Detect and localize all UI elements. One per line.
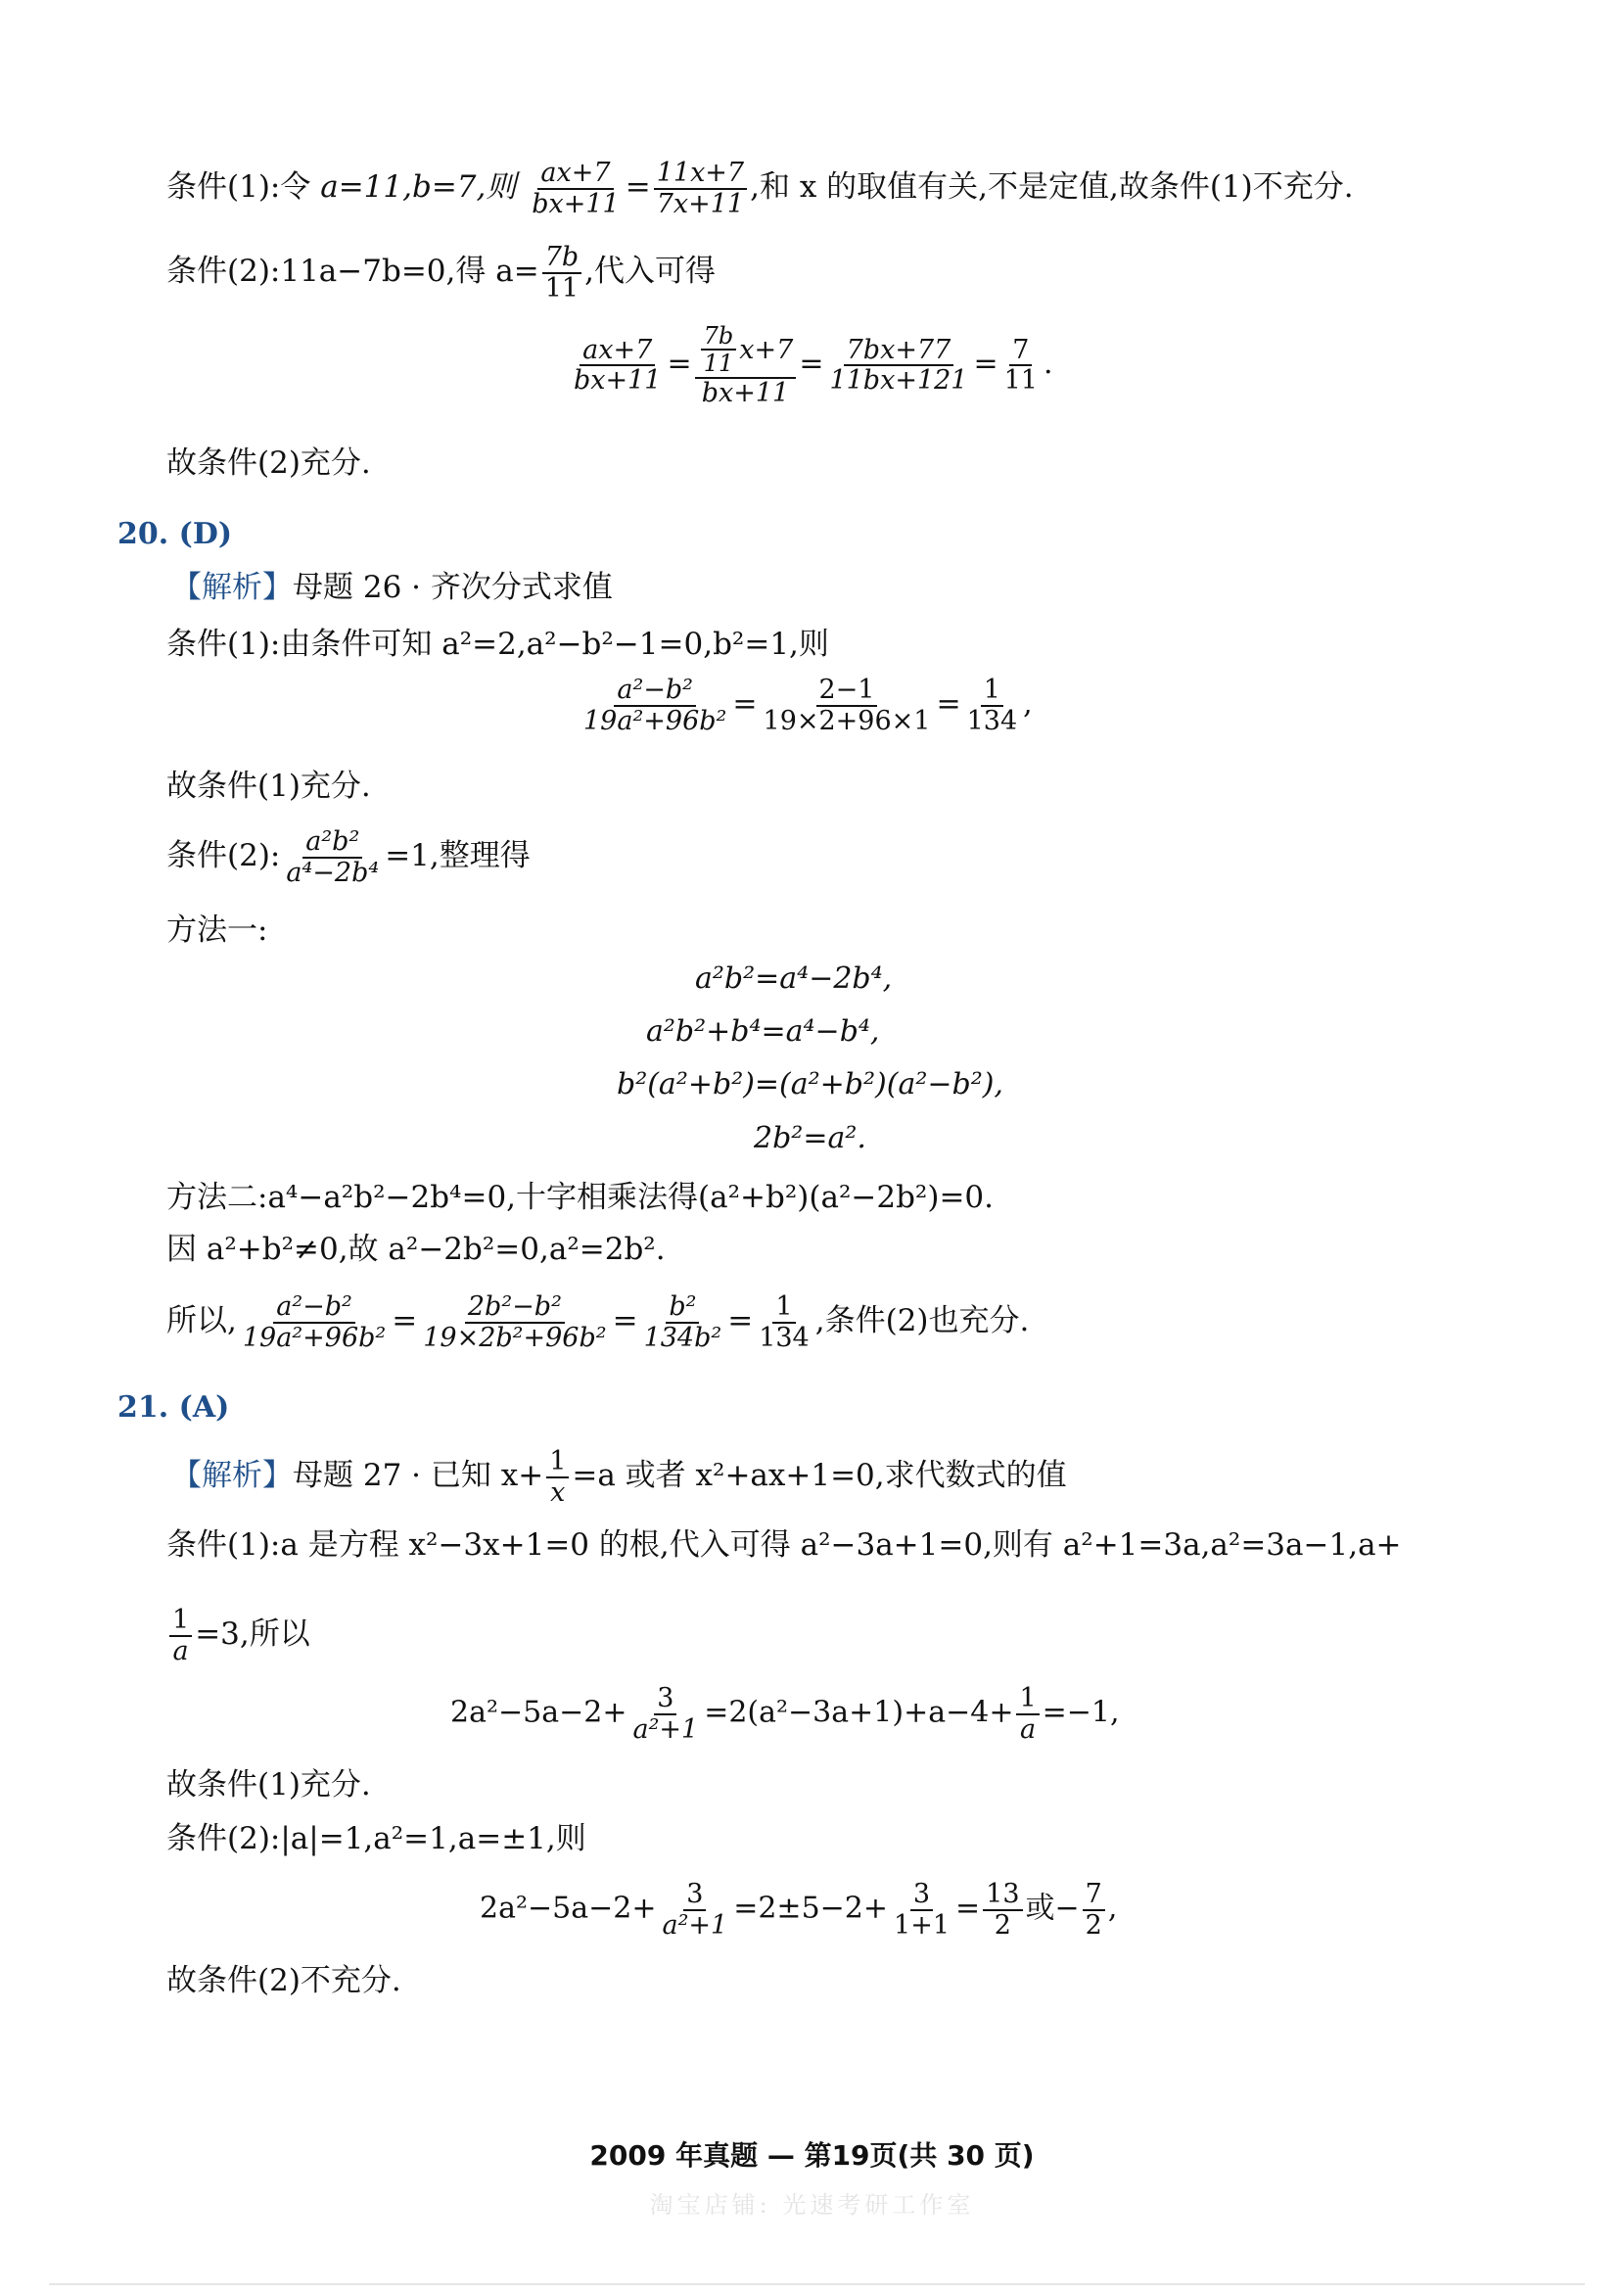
q21-condition1-conclusion: 故条件(1)充分.	[166, 1767, 371, 1802]
q21-equation2: 2a²−5a−2+ $\frac{3}{\text{a²+1}}$ =2±5−2+ $\frac{3}{1+1}$ = $\frac{13}{2}$ 或− $\frac{7}{2}$ ,	[480, 1879, 1118, 1941]
fraction: $\frac{ax+7}{bx+11}$	[532, 158, 620, 219]
condition2-line: 条件(2):11a−7b=0,得 a= $\frac{7b}{11}$ ,代入可得	[166, 242, 717, 304]
q20-method1: 方法一:	[166, 913, 268, 948]
q20-method2: 方法二:a⁴−a²b²−2b⁴=0,十字相乘法得(a²+b²)(a²−2b²)=0.	[166, 1180, 994, 1215]
page-footer: 2009 年真题 — 第19页(共 30 页)	[589, 2139, 1035, 2172]
condition1-line: 条件(1):令 a=11,b=7,则 $\frac{ax+7}{bx+11}$ = $\frac{11x+7}{7x+11}$ ,和 x 的取值有关,不是定值,故条件(1)不充分.	[166, 158, 1354, 219]
q20-condition1-conclusion: 故条件(1)充分.	[166, 769, 371, 804]
equation-centered: $\frac{ax+7}{bx+11}$ = $\frac{7b}{11}$ x+7 bx+11 = $\frac{7bx+77}{11bx+121}$ = $\frac{7}{11}$ .	[574, 322, 1053, 408]
watermark: 淘宝店铺: 光速考研工作室	[649, 2191, 975, 2219]
question-number-20: 20. (D)	[117, 517, 233, 551]
conclusion-line: 故条件(2)充分.	[166, 445, 371, 481]
q20-step3: b²(a²+b²)=(a²+b²)(a²−b²),	[617, 1067, 1003, 1101]
analysis-heading-21: 【解析】母题 27 · 已知 x+ $\frac{1}{x}$ =a 或者 x²+ax+1=0,求代数式的值	[171, 1446, 1067, 1508]
q21-condition1-b: $\frac{1}{a}$ =3,所以	[166, 1606, 310, 1665]
q20-conclusion: 所以, $\frac{\text{a²−b²}}{\text{19a²+96b²}}$ = $\frac{\text{2b²−b²}}{\text{19×2b²+96b²}}$ = $\frac{\text{b²}}{\text{134b²}}$ = $\frac{1}{134}$ ,条件(2)也充分.	[166, 1291, 1030, 1353]
bottom-divider	[49, 2283, 1585, 2285]
fraction: $\frac{11x+7}{7x+11}$	[654, 159, 747, 218]
q21-condition1: 条件(1):a 是方程 x²−3x+1=0 的根,代入可得 a²−3a+1=0,则有 a²+1=3a,a²=3a−1,a+	[166, 1527, 1402, 1563]
q20-method2-b: 因 a²+b²≠0,故 a²−2b²=0,a²=2b².	[166, 1232, 666, 1267]
q20-step4: 2b²=a².	[754, 1121, 866, 1155]
q21-condition2-conclusion: 故条件(2)不充分.	[166, 1963, 401, 1998]
fraction: $\frac{7b}{11}$	[542, 243, 581, 303]
question-number-21: 21. (A)	[117, 1390, 230, 1425]
q21-equation1: 2a²−5a−2+ $\frac{3}{\text{a²+1}}$ =2(a²−3a+1)+a−4+ $\frac{1}{a}$ =−1,	[450, 1683, 1120, 1745]
q20-step2: a²b²+b⁴=a⁴−b⁴,	[646, 1014, 880, 1049]
q20-step1: a²b²=a⁴−2b⁴,	[695, 961, 893, 996]
analysis-heading-20: 【解析】母题 26 · 齐次分式求值	[171, 570, 613, 605]
q20-condition1: 条件(1):由条件可知 a²=2,a²−b²−1=0,b²=1,则	[166, 627, 829, 662]
q20-equation1: $\frac{\text{a²−b²}}{\text{19a²+96b²}}$ = $\frac{2-1}{19\times 2+96\times 1}$ = $\frac{1}{134}$ ,	[583, 675, 1033, 736]
q20-condition2: 条件(2): $\frac{\text{a²b²}}{\text{a⁴−2b⁴}}$ =1,整理得	[166, 826, 531, 888]
q21-condition2: 条件(2):|a|=1,a²=1,a=±1,则	[166, 1821, 586, 1856]
